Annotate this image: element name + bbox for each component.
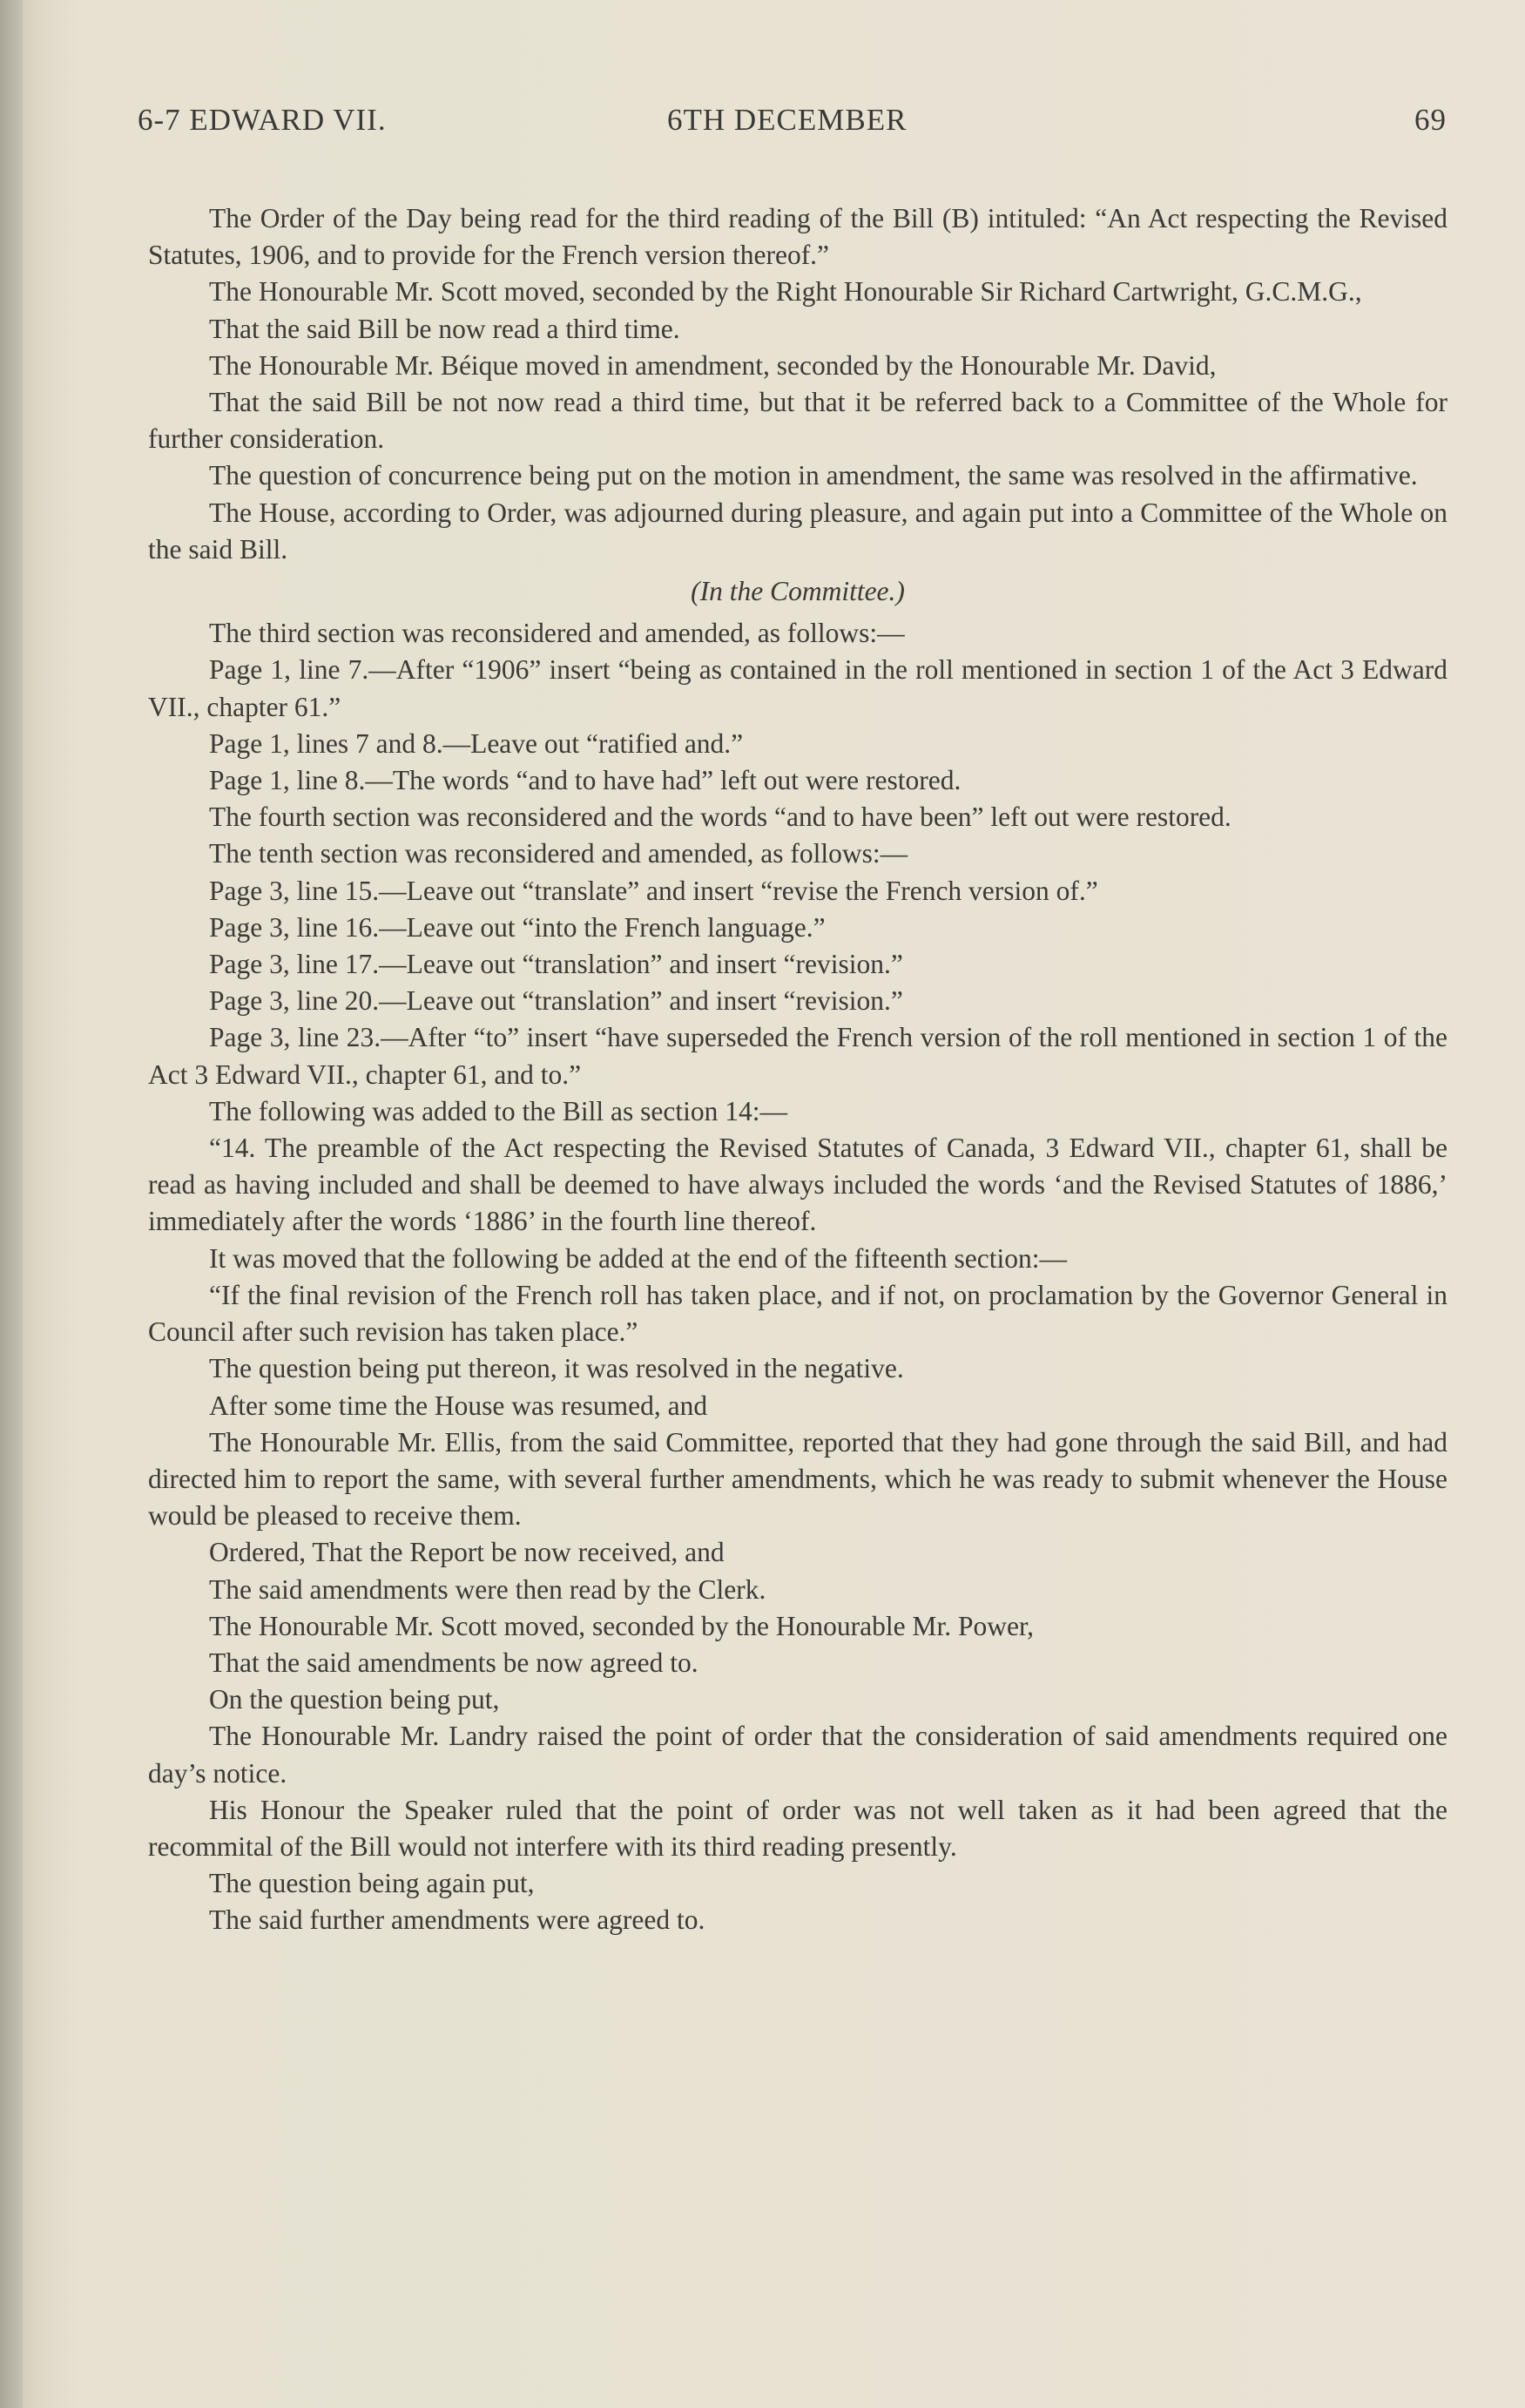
paragraph: That the said Bill be not now read a third time, but that it be referred back to a Committee of the Whole for further consideration. — [148, 387, 1447, 455]
paragraph: That the said amendments be now agreed to. — [209, 1647, 698, 1678]
paragraph: The question of concurrence being put on the motion in amendment, the same was resolved in the affirmative. — [209, 460, 1418, 491]
document-body — [148, 200, 1447, 1939]
paragraph: The Honourable Mr. Béique moved in amendment, seconded by the Honourable Mr. David, — [209, 349, 1217, 381]
paragraph: Page 1, line 7.—After “1906” insert “being as contained in the roll mentioned in section 1 of the Act 3 Edward VII., chapter 61.” — [148, 654, 1447, 722]
paragraph: Page 3, line 15.—Leave out “translate” and insert “revise the French version of.” — [209, 875, 1098, 906]
paragraph: The Honourable Mr. Scott moved, seconded by the Right Honourable Sir Richard Cartwright, G.C.M.G., — [209, 276, 1362, 308]
paragraph: Page 3, line 17.—Leave out “translation” and insert “revision.” — [209, 949, 903, 980]
paragraph: His Honour the Speaker ruled that the point of order was not well taken as it had been agreed that the recommital of the Bill would not interfere with its third reading presently. — [148, 1794, 1447, 1862]
page-number: 69 — [1414, 103, 1447, 137]
paragraph: “If the final revision of the French roll has taken place, and if not, on proclamation by the Governor General in Council after such revision has taken place.” — [148, 1279, 1447, 1348]
paragraph: “14. The preamble of the Act respecting the Revised Statutes of Canada, 3 Edward VII., chapter 61, shall be read as having included and shall be deemed to have always included the words ‘and the Revised Statutes of 1886,’ immediately after the words ‘1886’ in the fourth line thereof. — [148, 1133, 1447, 1237]
section-heading: (In the Committee.) — [691, 576, 905, 607]
paragraph: After some time the House was resumed, and — [209, 1390, 708, 1421]
paragraph: The Honourable Mr. Scott moved, seconded by the Honourable Mr. Power, — [209, 1610, 1035, 1641]
paragraph: The question being again put, — [209, 1868, 535, 1899]
paragraph: The House, according to Order, was adjourned during pleasure, and again put into a Committee of the Whole on the said Bill. — [148, 497, 1447, 565]
page-binding-edge — [0, 0, 23, 2408]
paragraph: The said further amendments were agreed to. — [209, 1904, 705, 1936]
page-header — [138, 103, 1447, 155]
paragraph: The fourth section was reconsidered and the words “and to have been” left out were restored. — [209, 802, 1231, 833]
paragraph: The said amendments were then read by the Clerk. — [209, 1573, 766, 1605]
header-date: 6TH DECEMBER — [667, 103, 908, 137]
paragraph: Page 3, line 23.—After “to” insert “have superseded the French version of the roll mentioned in section 1 of the Act 3 Edward VII., chapter 61, and to.” — [148, 1022, 1447, 1090]
paragraph: The Honourable Mr. Ellis, from the said Committee, reported that they had gone through the said Bill, and had directed him to report the same, with several further amendments, which he was ready to submit whenever the House would be pleased to receive them. — [148, 1426, 1447, 1532]
paragraph: Page 1, line 8.—The words “and to have had” left out were restored. — [209, 765, 962, 796]
paragraph: Ordered, That the Report be now received, and — [209, 1537, 725, 1568]
paragraph: That the said Bill be now read a third time. — [209, 313, 680, 344]
header-session: 6-7 EDWARD VII. — [138, 103, 387, 137]
paragraph: Page 3, line 20.—Leave out “translation” and insert “revision.” — [209, 985, 903, 1017]
paragraph: The Honourable Mr. Landry raised the point of order that the consideration of said amendments required one day’s notice. — [148, 1721, 1447, 1789]
paragraph: The third section was reconsidered and amended, as follows:— — [209, 618, 905, 649]
paragraph: The Order of the Day being read for the third reading of the Bill (B) intituled: “An Act respecting the Revised Statutes, 1906, and to provide for the French version thereof.” — [148, 203, 1447, 271]
paragraph: The question being put thereon, it was resolved in the negative. — [209, 1353, 904, 1384]
paragraph: The following was added to the Bill as section 14:— — [209, 1095, 788, 1126]
paragraph: It was moved that the following be added at the end of the fifteenth section:— — [209, 1242, 1067, 1274]
paragraph: On the question being put, — [209, 1684, 500, 1715]
paragraph: Page 3, line 16.—Leave out “into the French language.” — [209, 911, 826, 943]
paragraph: Page 1, lines 7 and 8.—Leave out “ratified and.” — [209, 727, 744, 759]
paragraph: The tenth section was reconsidered and amended, as follows:— — [209, 838, 908, 869]
